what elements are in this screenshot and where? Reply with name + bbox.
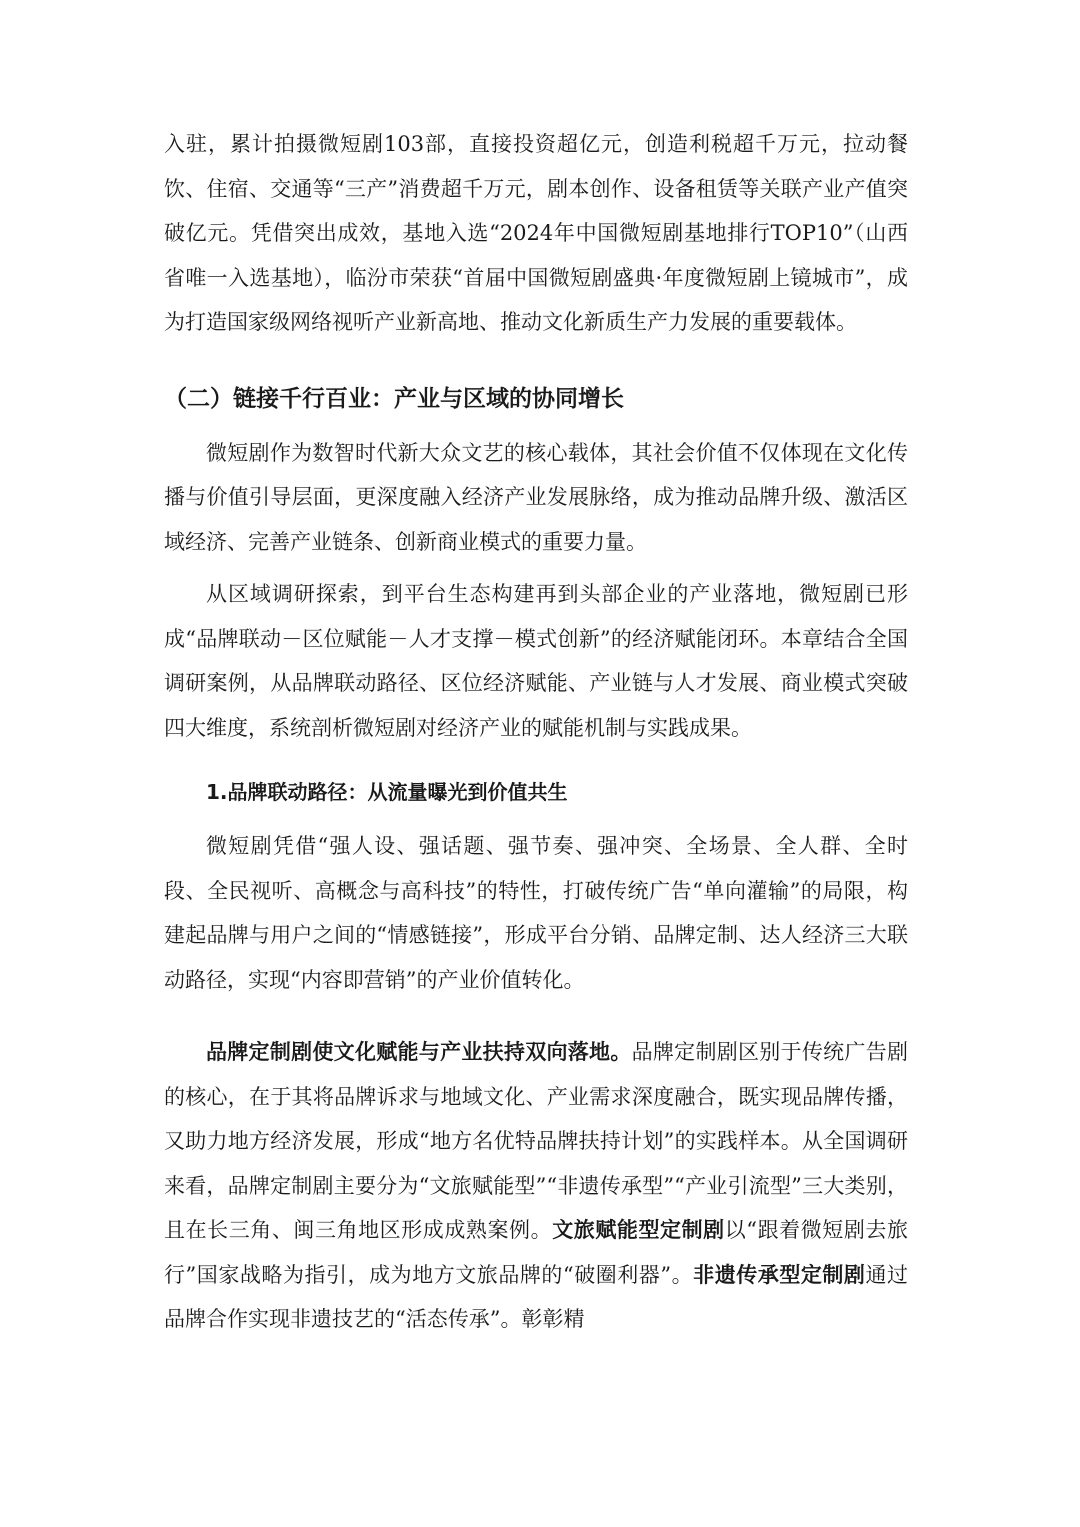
section-heading: （二）链接千行百业：产业与区域的协同增长 [164, 385, 624, 412]
page-content [164, 122, 908, 1342]
paragraph-continuation: 入驻，累计拍摄微短剧103部，直接投资超亿元，创造利税超千万元，拉动餐饮、住宿、交通等“三产”消费超千万元，剧本创作、设备租赁等关联产业产值突破亿元。凭借突出成效，基地入选“2024年中国微短剧基地排行TOP10”（山西省唯一入选基地），临汾市荣获“首届中国微短剧盛典·年度微短剧上镜城市”，成为打造国家级网络视听产业新高地、推动文化新质生产力发展的重要载体。 [164, 132, 908, 334]
paragraph-intro: 微短剧作为数智时代新大众文艺的核心载体，其社会价值不仅体现在文化传播与价值引导层面，更深度融入经济产业发展脉络，成为推动品牌升级、激活区域经济、完善产业链条、创新商业模式的重要力量。 [164, 440, 908, 554]
bold-term-intangible-heritage: 非遗传承型定制剧 [693, 1262, 866, 1287]
paragraph-text: 以“跟着微短剧去旅行”国家战略为指引，成为地方文旅品牌的“破圈利器”。 [164, 1218, 908, 1287]
paragraph-overview: 从区域调研探索，到平台生态构建再到头部企业的产业落地，微短剧已形成“品牌联动－区位赋能－人才支撑－模式创新”的经济赋能闭环。本章结合全国调研案例，从品牌联动路径、区位经济赋能、产业链与人才发展、商业模式突破四大维度，系统剖析微短剧对经济产业的赋能机制与实践成果。 [164, 582, 908, 740]
paragraph-brand-custom-drama [164, 1030, 908, 1342]
paragraph-brand-linkage: 微短剧凭借“强人设、强话题、强节奏、强冲突、全场景、全人群、全时段、全民视听、高概念与高科技”的特性，打破传统广告“单向灌输”的局限，构建起品牌与用户之间的“情感链接”，形成平台分销、品牌定制、达人经济三大联动路径，实现“内容即营销”的产业价值转化。 [164, 834, 908, 992]
subsection-heading: 1.品牌联动路径：从流量曝光到价值共生 [206, 780, 568, 804]
paragraph-text: 通过品牌合作实现非遗技艺的“活态传承”。彰彰精 [164, 1262, 909, 1331]
bold-term-cultural-tourism: 文旅赋能型定制剧 [552, 1218, 725, 1242]
paragraph-text: 品牌定制剧区别于传统广告剧的核心，在于其将品牌诉求与地域文化、产业需求深度融合，既实现品牌传播，又助力地方经济发展，形成“地方名优特品牌扶持计划”的实践样本。从全国调研来看，品牌定制剧主要分为“文旅赋能型”“非遗传承型”“产业引流型”三大类别，且在长三角、闽三角地区形成成熟案例。 [164, 1040, 908, 1242]
bold-lead-sentence: 品牌定制剧使文化赋能与产业扶持双向落地。 [206, 1040, 632, 1064]
